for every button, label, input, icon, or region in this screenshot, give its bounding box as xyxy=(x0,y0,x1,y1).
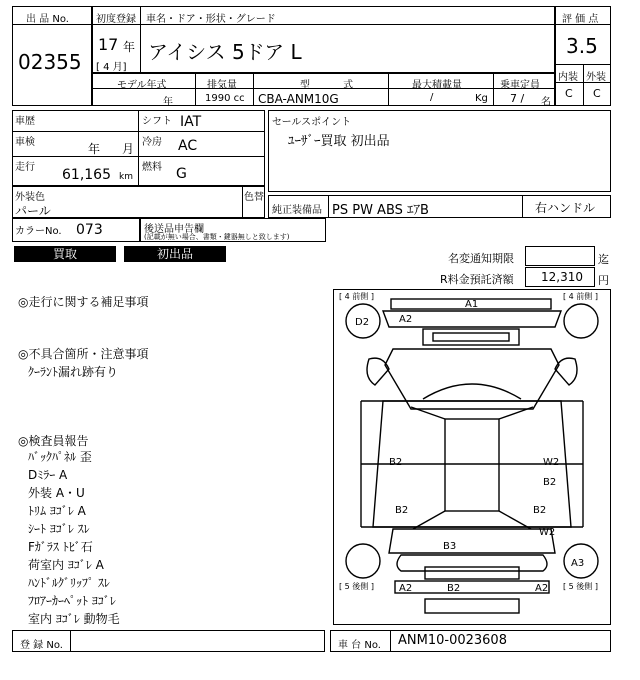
color-no-value: 073 xyxy=(76,222,103,238)
front-right-tag: [ 4 前側 ] xyxy=(563,292,598,301)
inspector-item: ﾊﾞｯｸﾊﾟﾈﾙ 歪 xyxy=(28,450,92,464)
equipment-label: 純正装備品 xyxy=(272,205,322,216)
color-value: パール xyxy=(15,204,51,218)
recolor-label: 色替 xyxy=(244,192,264,203)
reg-no-label: 登 録 No. xyxy=(20,640,63,651)
type-value: CBA-ANM10G xyxy=(258,92,339,106)
mark-rear-left: A2 xyxy=(399,583,413,594)
mark-left-front-door: B2 xyxy=(389,457,403,468)
chassis-number: ANM10-0023608 xyxy=(398,633,507,648)
inspection-month: 月 xyxy=(122,142,135,156)
capacity-label: 乗車定員 xyxy=(500,80,540,91)
mark-front-lower: A2 xyxy=(399,314,413,325)
exterior-label: 外装 xyxy=(586,72,606,83)
sales-point: ﾕｰｻﾞｰ買取 初出品 xyxy=(288,134,390,149)
driving-notes-title: ◎走行に関する補足事項 xyxy=(18,295,149,309)
tag-first-listing: 初出品 xyxy=(124,246,226,262)
type-label: 型 式 xyxy=(300,80,354,91)
later-label: 後送品申告欄 xyxy=(144,224,204,235)
displacement-label: 排気量 xyxy=(207,80,237,91)
recycle-value: 12,310 xyxy=(541,270,583,284)
rear-right-tag: [ 5 後側 ] xyxy=(563,582,598,591)
history-label: 車歴 xyxy=(15,116,35,127)
capacity-unit: 名 xyxy=(541,97,551,108)
inspector-item: ﾌﾛｱｰｶｰﾍﾟｯﾄ ﾖｺﾞﾚ xyxy=(28,594,116,608)
inspector-item: 荷室内 ﾖｺﾞﾚ A xyxy=(28,558,104,572)
handle-value: 右ハンドル xyxy=(535,201,596,215)
exterior-grade: C xyxy=(593,87,601,100)
max-load-unit: Kg xyxy=(475,93,488,104)
tag-purchase: 買取 xyxy=(14,246,116,262)
inspector-title: ◎検査員報告 xyxy=(18,434,89,448)
inspector-item: Dﾐﾗｰ A xyxy=(28,468,68,482)
lot-number: 02355 xyxy=(18,50,82,74)
sales-point-label: セールスポイント xyxy=(272,117,352,128)
grade-value: 3.5 xyxy=(566,34,598,58)
inspector-item: ﾊﾝﾄﾞﾙｸﾞﾘｯﾌﾟ ｽﾚ xyxy=(28,576,110,590)
mark-right-rear-door-a: B2 xyxy=(533,505,547,516)
mark-front-left-tire: D2 xyxy=(355,317,370,328)
interior-label: 内装 xyxy=(558,72,578,83)
car-name: アイシス 5ドア L xyxy=(148,40,302,64)
mark-right-front-door-a: W2 xyxy=(543,457,560,468)
ac-value: AC xyxy=(178,138,198,154)
fuel-label: 燃料 xyxy=(142,162,162,173)
interior-grade: C xyxy=(565,87,573,100)
model-year-unit: 年 xyxy=(163,97,173,108)
mark-rear-right: A2 xyxy=(535,583,549,594)
mark-back-door: B3 xyxy=(443,541,457,552)
fuel-value: G xyxy=(176,166,187,182)
car-diagram-drawing xyxy=(333,289,611,625)
defect-notes-title: ◎不具合箇所・注意事項 xyxy=(18,347,149,361)
mark-front-bumper: A1 xyxy=(465,299,479,310)
recycle-label: R料金預託済額 xyxy=(440,273,514,286)
shift-value: IAT xyxy=(180,114,202,130)
max-load: / xyxy=(430,92,434,103)
mark-right-rear-door-b: W2 xyxy=(539,527,556,538)
chassis-label: 車 台 No. xyxy=(338,640,381,651)
name-change-label: 名変通知期限 xyxy=(448,252,514,265)
mark-rear-center: B2 xyxy=(447,583,461,594)
mileage-unit: km xyxy=(119,172,133,182)
inspector-item: ﾄﾘﾑ ﾖｺﾞﾚ A xyxy=(28,504,86,518)
mark-rear-right-tire: A3 xyxy=(571,558,585,569)
color-no-label: カラーNo. xyxy=(15,226,62,237)
ac-label: 冷房 xyxy=(142,137,162,148)
inspection-label: 車検 xyxy=(15,137,35,148)
mileage-value: 61,165 xyxy=(62,167,111,183)
model-year-label: モデル年式 xyxy=(117,80,167,91)
mark-right-front-door-b: B2 xyxy=(543,477,557,488)
capacity: 7 / xyxy=(510,92,525,105)
defect-item: ｸｰﾗﾝﾄ漏れ跡有り xyxy=(28,365,119,379)
name-change-unit: 迄 xyxy=(598,253,609,266)
recycle-unit: 円 xyxy=(598,274,609,287)
color-label: 外装色 xyxy=(15,192,45,203)
front-left-tag: [ 4 前側 ] xyxy=(339,292,374,301)
equipment-value: PS PW ABS ｴｱB xyxy=(332,203,429,218)
rear-left-tag: [ 5 後側 ] xyxy=(339,582,374,591)
lot-number-label: 出 品 No. xyxy=(26,14,69,25)
grade-label: 評 価 点 xyxy=(562,14,599,25)
displacement: 1990 cc xyxy=(205,93,245,104)
inspection-year: 年 xyxy=(88,142,101,156)
inspector-item: ｼｰﾄ ﾖｺﾞﾚ ｽﾚ xyxy=(28,522,90,536)
first-reg-label: 初度登録 xyxy=(96,14,136,25)
max-load-label: 最大積載量 xyxy=(412,80,462,91)
car-name-label: 車名・ドア・形状・グレード xyxy=(146,14,276,25)
later-note: (記載が無い場合、書類・鍵器無しと致します) xyxy=(144,233,290,241)
mileage-label: 走行 xyxy=(15,162,35,173)
mark-left-rear-door: B2 xyxy=(395,505,409,516)
first-reg-month: [ 4 月] xyxy=(96,62,127,73)
shift-label: シフト xyxy=(142,116,172,127)
inspector-item: Fｶﾞﾗｽ ﾄﾋﾞ石 xyxy=(28,540,93,554)
year-unit: 年 xyxy=(123,40,136,54)
inspector-item: 室内 ﾖｺﾞﾚ 動物毛 xyxy=(28,612,120,626)
first-reg-year: 17 xyxy=(98,35,119,54)
inspector-item: 外装 A・U xyxy=(28,486,85,500)
name-change-value xyxy=(525,246,595,266)
